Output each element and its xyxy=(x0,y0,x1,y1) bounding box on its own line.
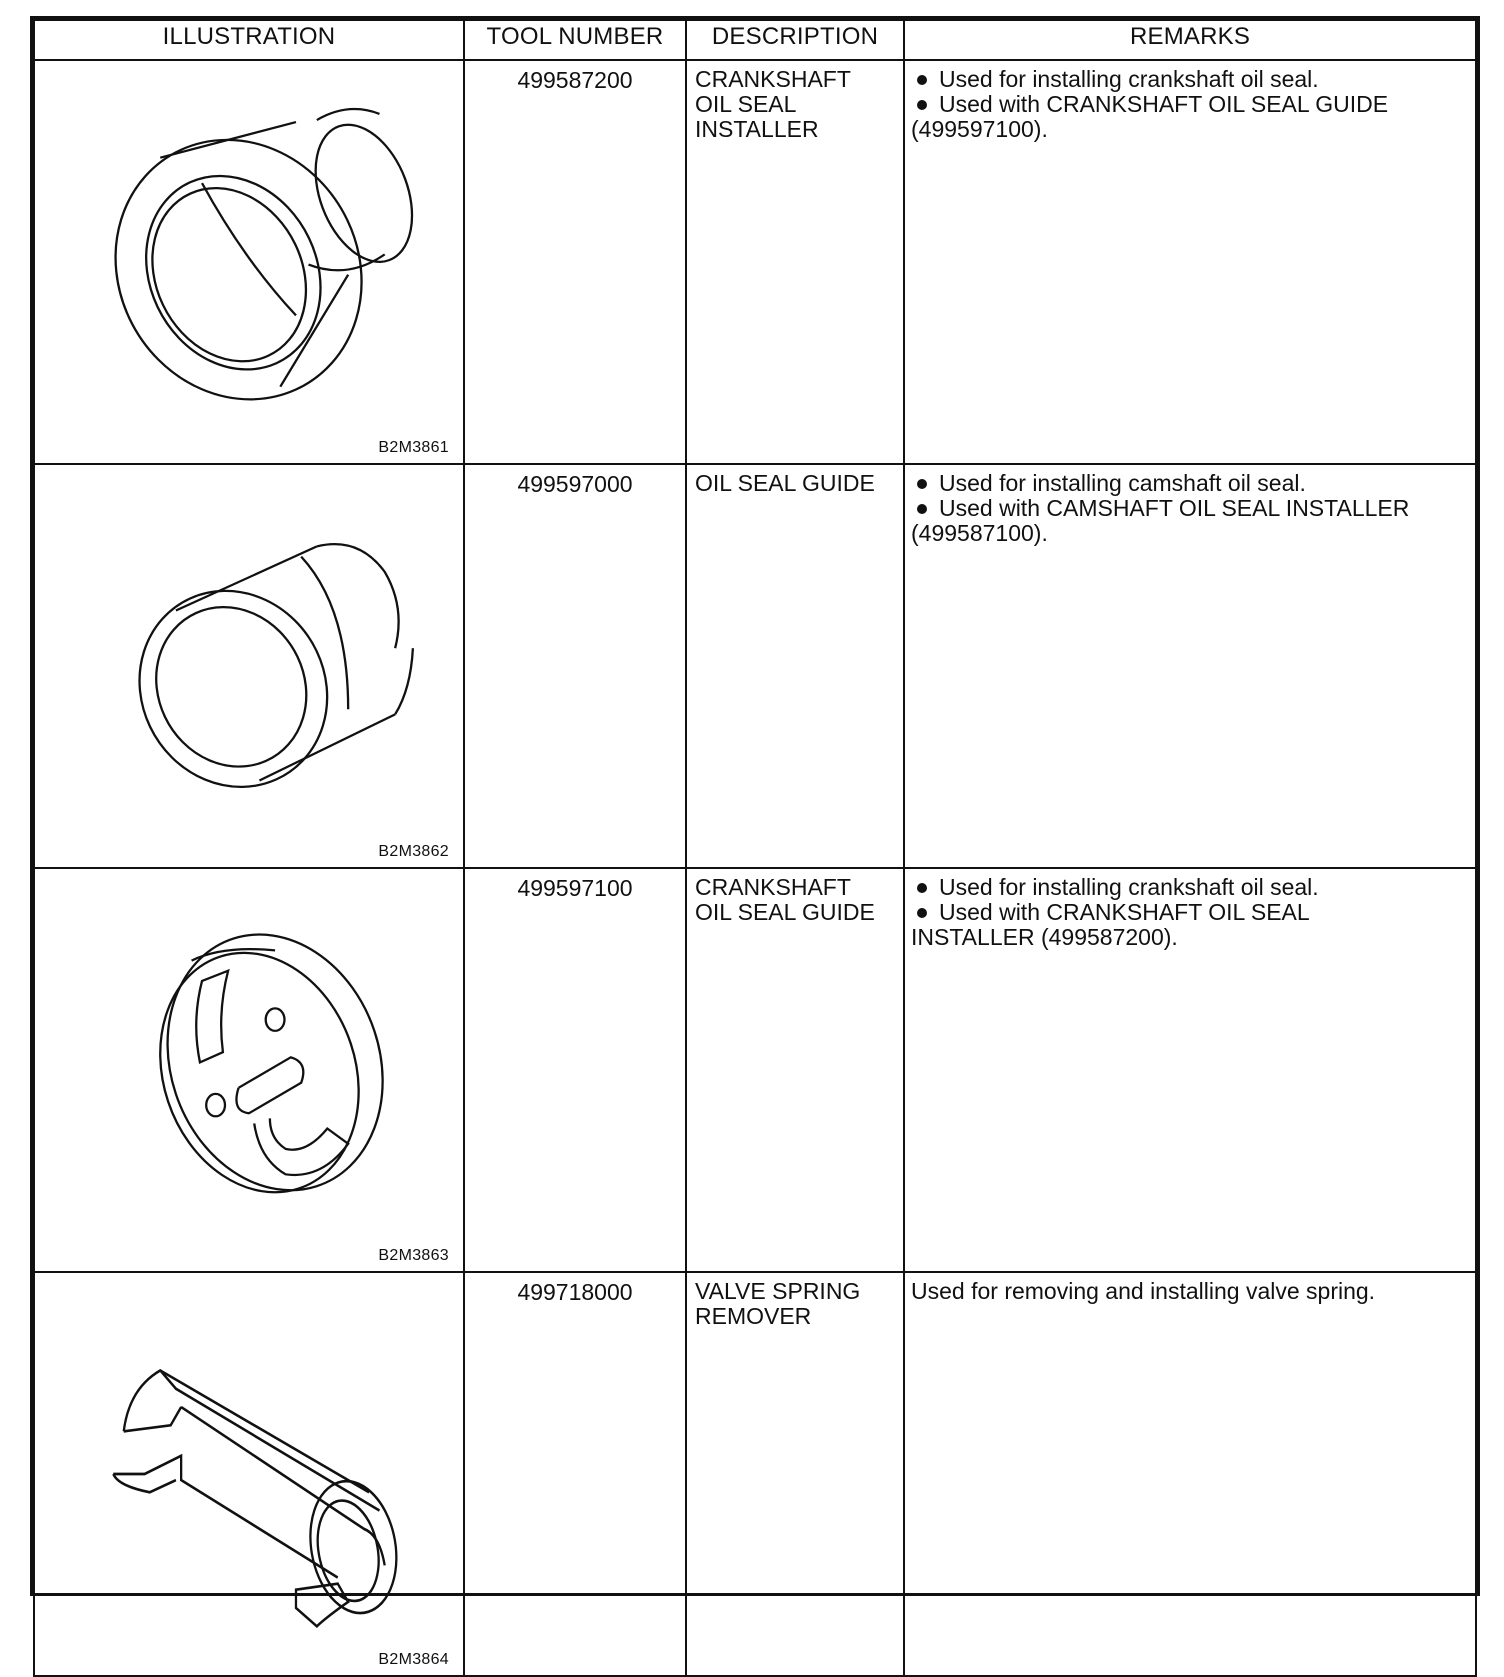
remark-tail: (499597100). xyxy=(911,116,1048,142)
remarks-cell xyxy=(904,60,1476,464)
remarks-cell xyxy=(904,464,1476,868)
special-tools-table xyxy=(33,19,1477,1677)
header-tool-number: TOOL NUMBER xyxy=(464,20,686,60)
remark-bullet xyxy=(911,875,1467,900)
description-cell xyxy=(686,60,904,464)
description-cell xyxy=(686,464,904,868)
table-row xyxy=(34,464,1476,868)
remark-tail: (499587100). xyxy=(911,520,1048,546)
crankshaft-oil-seal-guide-drawing-icon xyxy=(35,869,463,1271)
table-row xyxy=(34,60,1476,464)
bullet-icon xyxy=(917,479,927,489)
tool-number-cell: 499597100 xyxy=(464,868,686,1272)
description-line: CRANKSHAFT xyxy=(695,66,851,92)
bullet-icon xyxy=(917,100,927,110)
header-remarks: REMARKS xyxy=(904,20,1476,60)
tool-number-cell: 499597000 xyxy=(464,464,686,868)
description-line: INSTALLER xyxy=(695,116,819,142)
remark-text: Used for installing crankshaft oil seal. xyxy=(939,66,1319,92)
tool-number-cell: 499587200 xyxy=(464,60,686,464)
remarks-cell xyxy=(904,868,1476,1272)
crankshaft-oil-seal-installer-drawing-icon xyxy=(35,61,463,463)
tool-number-cell: 499718000 xyxy=(464,1272,686,1676)
figure-code: B2M3861 xyxy=(378,439,449,456)
illustration-cell xyxy=(34,1272,464,1676)
figure-code: B2M3863 xyxy=(378,1247,449,1264)
remark-text: Used for installing crankshaft oil seal. xyxy=(939,874,1319,900)
description-line: REMOVER xyxy=(695,1303,812,1329)
oil-seal-guide-drawing-icon xyxy=(35,465,463,867)
bullet-icon xyxy=(917,883,927,893)
table-row xyxy=(34,1272,1476,1676)
valve-spring-remover-drawing-icon xyxy=(35,1273,463,1675)
remark-text: Used with CRANKSHAFT OIL SEAL xyxy=(939,899,1310,925)
description-line: VALVE SPRING xyxy=(695,1278,861,1304)
description-line: OIL SEAL xyxy=(695,91,797,117)
special-tools-table-sheet xyxy=(30,16,1480,1668)
remark-text: Used with CAMSHAFT OIL SEAL INSTALLER xyxy=(939,495,1410,521)
description-cell xyxy=(686,868,904,1272)
header-illustration: ILLUSTRATION xyxy=(34,20,464,60)
remark-tail: Used for removing and installing valve spring. xyxy=(911,1278,1376,1304)
figure-code: B2M3862 xyxy=(378,843,449,860)
remark-bullet xyxy=(911,496,1467,521)
description-line: OIL SEAL GUIDE xyxy=(695,470,875,496)
illustration-cell xyxy=(34,868,464,1272)
remark-bullet xyxy=(911,471,1467,496)
remark-bullet xyxy=(911,67,1467,92)
remark-text: Used with CRANKSHAFT OIL SEAL GUIDE xyxy=(939,91,1389,117)
bullet-icon xyxy=(917,504,927,514)
description-line: OIL SEAL GUIDE xyxy=(695,899,875,925)
remark-tail: INSTALLER (499587200). xyxy=(911,924,1178,950)
header-description: DESCRIPTION xyxy=(686,20,904,60)
remark-bullet xyxy=(911,900,1467,925)
figure-code: B2M3864 xyxy=(378,1651,449,1668)
illustration-cell xyxy=(34,464,464,868)
description-line: CRANKSHAFT xyxy=(695,874,851,900)
remarks-cell xyxy=(904,1272,1476,1676)
remark-bullet xyxy=(911,92,1467,117)
table-header-row xyxy=(34,20,1476,60)
table-row xyxy=(34,868,1476,1272)
bullet-icon xyxy=(917,908,927,918)
illustration-cell xyxy=(34,60,464,464)
bullet-icon xyxy=(917,75,927,85)
description-cell xyxy=(686,1272,904,1676)
remark-text: Used for installing camshaft oil seal. xyxy=(939,470,1306,496)
